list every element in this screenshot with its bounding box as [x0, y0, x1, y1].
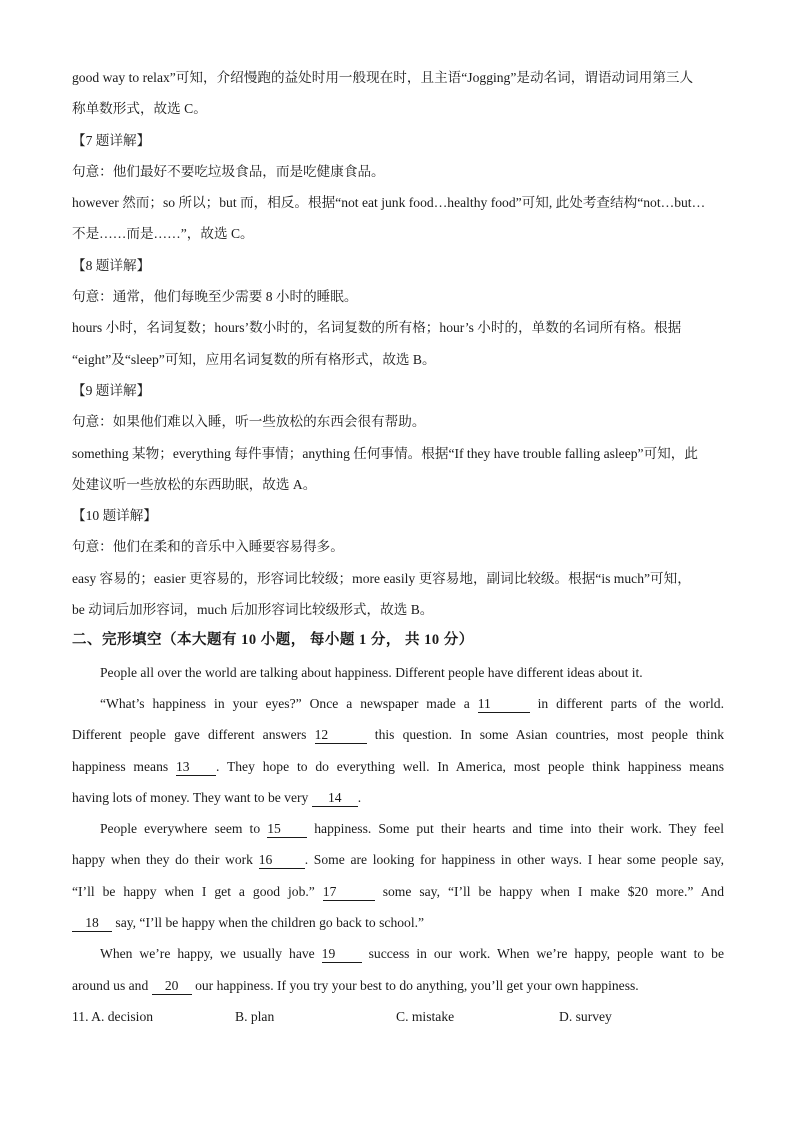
passage-line	[72, 938, 724, 969]
blank-19: 19	[322, 946, 362, 963]
passage-text: “I’ll be happy when I get a good job.”	[72, 883, 323, 899]
blank-17: 17	[323, 884, 375, 901]
explanation-line: 处建议听一些放松的东西助眠，故选 A。	[72, 476, 317, 492]
passage-line	[72, 907, 724, 938]
sentence-meaning: 句意：如果他们难以入睡，听一些放松的东西会很有帮助。	[72, 414, 426, 430]
option-c: C. mistake	[396, 1008, 455, 1024]
blank-12: 12	[315, 727, 367, 744]
option-d: D. survey	[559, 1008, 612, 1024]
passage-text: “What’s happiness in your eyes?” Once a newspaper made a	[100, 695, 478, 711]
passage-line	[72, 719, 724, 750]
passage-line	[72, 688, 724, 719]
passage-line	[72, 813, 724, 844]
question-heading: 【8 题详解】	[72, 257, 151, 273]
passage-text: success in our work. When we’re happy, people want to be	[361, 946, 724, 962]
explanation-line: good way to relax”可知，介绍慢跑的益处时用一般现在时，且主语“Jogging”是动名词，谓语动词用第三人	[72, 70, 694, 85]
sentence-meaning: 句意：通常，他们每晚至少需要 8 小时的睡眠。	[72, 289, 358, 305]
blank-13: 13	[176, 759, 216, 776]
blank-16: 16	[259, 852, 305, 869]
passage-text: around us and	[72, 977, 152, 993]
option-a: 11. A. decision	[72, 1008, 154, 1024]
passage-line	[72, 844, 724, 875]
passage-text: happy when they do their work	[72, 852, 259, 868]
passage-text: . Some are looking for happiness in other ways. I hear some people say,	[304, 852, 724, 868]
question-heading: 【10 题详解】	[72, 508, 157, 524]
passage-text: this question. In some Asian countries, most people think	[366, 727, 725, 743]
section-title: 二、完形填空（本大题有 10 小题， 每小题 1 分， 共 10 分）	[72, 632, 474, 649]
blank-20: 20	[152, 978, 192, 995]
blank-14: 14	[312, 790, 358, 807]
passage-text: When we’re happy, we usually have	[100, 946, 322, 962]
passage-line: People all over the world are talking about happiness. Different people have different ideas about it.	[100, 664, 643, 680]
explanation-line: 不是……而是……”，故选 C。	[72, 226, 254, 242]
passage-text: say, “I’ll be happy when the children go back to school.”	[112, 915, 425, 931]
explanation-line: 称单数形式，故选 C。	[72, 101, 207, 117]
passage-text: .	[357, 789, 362, 805]
question-11-options	[72, 1001, 724, 1032]
explanation-line: be 动词后加形容词，much 后加形容词比较级形式，故选 B。	[72, 602, 434, 618]
passage-text: some say, “I’ll be happy when I make $20 more.” And	[374, 883, 724, 899]
passage-line	[72, 876, 724, 907]
question-heading: 【9 题详解】	[72, 382, 151, 398]
passage-text: our happiness. If you try your best to do anything, you’ll get your own happiness.	[191, 977, 639, 993]
option-b: B. plan	[235, 1008, 275, 1024]
passage-line	[72, 782, 724, 813]
passage-line	[72, 970, 724, 1001]
passage-text: having lots of money. They want to be very	[72, 789, 312, 805]
passage-text: Different people gave different answers	[72, 727, 315, 743]
passage-text: People everywhere seem to	[100, 821, 268, 837]
explanation-line: however 然而；so 所以；but 而，相反。根据“not eat junk food…healthy food”可知, 此处考查结构“not…but…	[72, 195, 706, 211]
passage-text: . They hope to do everything well. In America, most people think happiness means	[215, 758, 724, 774]
blank-18: 18	[72, 915, 112, 932]
blank-15: 15	[267, 821, 307, 838]
sentence-meaning: 句意：他们在柔和的音乐中入睡要容易得多。	[72, 539, 344, 555]
explanation-line: hours 小时，名词复数；hours’数小时的，名词复数的所有格；hour’s 小时的，单数的名词所有格。根据	[72, 320, 682, 336]
explanation-line: “eight”及“sleep”可知，应用名词复数的所有格形式，故选 B。	[72, 351, 436, 367]
passage-line	[72, 751, 724, 782]
explanation-line: something 某物；everything 每件事情；anything 任何事情。根据“If they have trouble falling asleep”可知，此	[72, 445, 698, 461]
passage-text: in different parts of the world.	[529, 695, 724, 711]
sentence-meaning: 句意：他们最好不要吃垃圾食品，而是吃健康食品。	[72, 163, 385, 179]
blank-11: 11	[478, 696, 530, 713]
question-heading: 【7 题详解】	[72, 132, 151, 148]
explanation-line: easy 容易的；easier 更容易的，形容词比较级；more easily 更容易地，副词比较级。根据“is much”可知，	[72, 570, 691, 586]
passage-text: happiness means	[72, 758, 176, 774]
passage-text: happiness. Some put their hearts and time into their work. They feel	[307, 821, 724, 837]
